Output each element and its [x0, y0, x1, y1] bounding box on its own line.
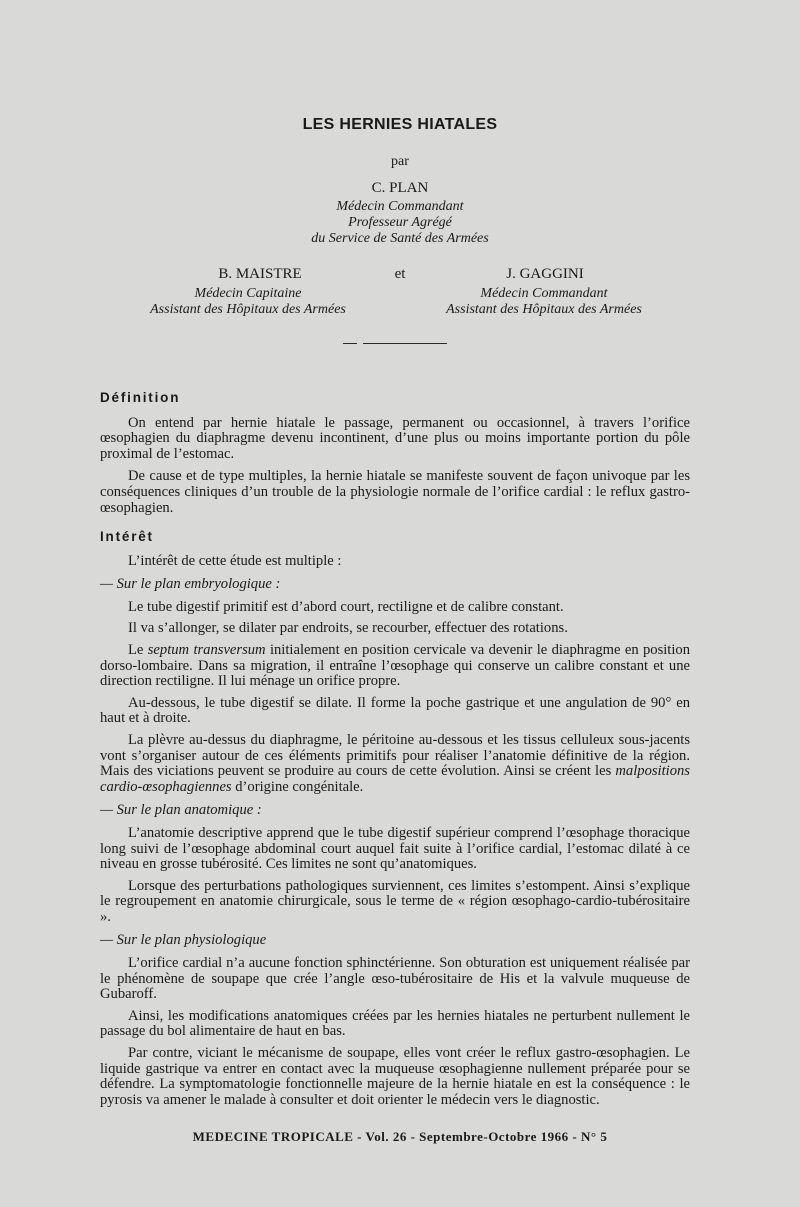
- separator-rule-left: [343, 343, 357, 344]
- paragraph: L’intérêt de cette étude est multiple :: [128, 552, 342, 569]
- text-run: Le: [128, 641, 148, 658]
- paragraph: Le tube digestif primitif est d’abord court, rectiligne et de calibre constant.: [128, 598, 564, 615]
- paragraph-septum: [100, 643, 690, 690]
- author-role-plan-3: du Service de Santé des Armées: [311, 231, 489, 246]
- subheading-embryologique: — Sur le plan embryologique :: [100, 576, 281, 593]
- author-role-plan-1: Médecin Commandant: [336, 199, 464, 214]
- paragraph: L’anatomie descriptive apprend que le tube digestif supérieur comprend l’œsophage thoracique long suivi de l’œsophage abdominal court auquel fait suite à l’orifice cardial, l’estomac dilaté à ce niveau en grosse tubérosité. Ces limites ne sont qu’anatomiques.: [100, 824, 690, 873]
- author-role-maistre-1: Médecin Capitaine: [194, 286, 302, 301]
- paragraph: Lorsque des perturbations pathologiques surviennent, ces limites s’estompent. Ainsi s’explique le regroupement en anatomie chirurgicale, sous le terme de « région œsophago-cardio-tubérositaire ».: [100, 877, 690, 925]
- author-name-gaggini: J. GAGGINI: [506, 266, 584, 282]
- text-run: d’origine congénitale.: [231, 778, 364, 795]
- term-malpositions: malpositions cardio-œsophagiennes: [100, 763, 690, 795]
- author-name-maistre: B. MAISTRE: [218, 266, 302, 282]
- article-title: LES HERNIES HIATALES: [302, 116, 498, 133]
- separator-rule-right: [363, 343, 447, 344]
- text-run: La plèvre au-dessus du diaphragme, le péritoine au-dessous et les tissus celluleux sous-jacents vont s’organiser autour de ces éléments primitifs pour réaliser l’anatomie définitive de la région. Mais des viciations peuvent se produire au cours de cette évolution. Ainsi se créent les: [100, 731, 690, 780]
- heading-definition: Définition: [100, 390, 181, 405]
- paragraph: Au-dessous, le tube digestif se dilate. Il forme la poche gastrique et une angulation de 90° en haut et à droite.: [100, 694, 690, 727]
- subheading-anatomique: — Sur le plan anatomique :: [100, 802, 262, 819]
- term-septum-transversum: septum transversum: [147, 641, 266, 658]
- byline-par: par: [391, 154, 409, 169]
- author-name-plan: C. PLAN: [371, 180, 429, 196]
- paragraph: De cause et de type multiples, la hernie hiatale se manifeste souvent de façon univoque par les conséquences cliniques d’un trouble de la physiologie normale de l’orifice cardial : le reflux gastro-œsophagien.: [100, 468, 690, 516]
- paragraph: Par contre, viciant le mécanisme de soupape, elles vont créer le reflux gastro-œsophagien. Le liquide gastrique va entrer en contact avec la muqueuse œsophagienne nullement préparée pour se défendre. La symptomatologie fonctionnelle majeure de la hernie hiatale en est la conséquence : le pyrosis va amener le malade à consulter et doit orienter le médecin vers le diagnostic.: [100, 1045, 690, 1108]
- paragraph: Ainsi, les modifications anatomiques créées par les hernies hiatales ne perturbent nullement le passage du bol alimentaire de haut en bas.: [100, 1007, 690, 1040]
- paragraph-malpositions: [100, 733, 690, 795]
- conjunction-et: et: [394, 266, 406, 282]
- text-run: initialement en position cervicale va devenir le diaphragme en position dorso-lombaire. Dans sa migration, il entraîne l’œsophage qui conserve un calibre constant et une direction rectiligne. Il lui ménage un orifice propre.: [100, 641, 691, 690]
- author-role-gaggini-1: Médecin Commandant: [480, 286, 608, 301]
- section-definition: [100, 390, 690, 516]
- paragraph: Il va s’allonger, se dilater par endroits, se recourber, effectuer des rotations.: [128, 620, 568, 637]
- section-interet: [100, 529, 690, 1108]
- author-role-plan-2: Professeur Agrégé: [348, 215, 452, 230]
- subheading-physiologique: — Sur le plan physiologique: [100, 932, 267, 949]
- journal-footer: MEDECINE TROPICALE - Vol. 26 - Septembre-Octobre 1966 - N° 5: [192, 1129, 608, 1144]
- author-role-maistre-2: Assistant des Hôpitaux des Armées: [150, 302, 346, 317]
- author-role-gaggini-2: Assistant des Hôpitaux des Armées: [446, 302, 642, 317]
- paragraph: L’orifice cardial n’a aucune fonction sphinctérienne. Son obturation est uniquement réalisée par le phénomène de soupape que crée l’angle œso-tubérositaire de His et la valvule muqueuse de Gubaroff.: [100, 955, 690, 1003]
- heading-interet: Intérêt: [100, 529, 154, 544]
- paragraph: On entend par hernie hiatale le passage, permanent ou occasionnel, à travers l’orifice œsophagien du diaphragme devenu incontinent, d’une plus ou moins importante portion du pôle proximal de l’estomac.: [100, 414, 690, 462]
